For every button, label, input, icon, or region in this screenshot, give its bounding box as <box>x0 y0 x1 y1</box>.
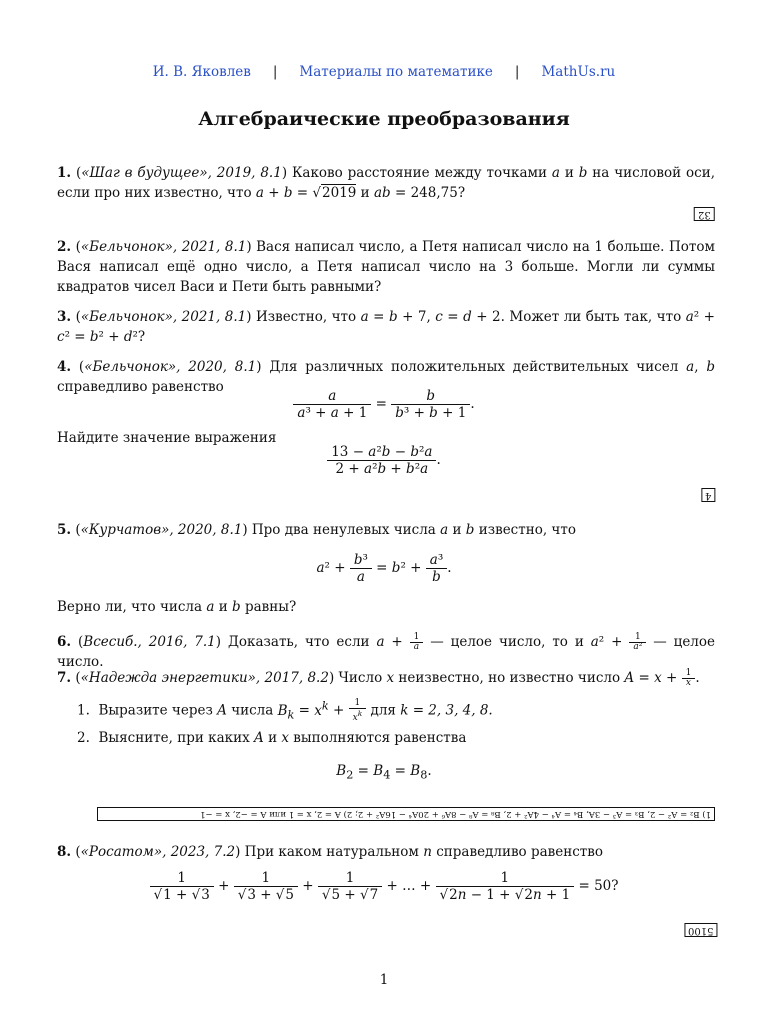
page-number: 1 <box>379 972 389 988</box>
problem-7: 7. («Надежда энергетики», 2017, 8.2) Число x неизвестно, но известно число A = x + $\frac{1}{x}$ . <box>57 668 700 688</box>
page-header <box>0 64 768 80</box>
problem-source: «Бельчонок», 2020, 8.1 <box>84 359 257 375</box>
list-item: 1. Выразите через A числа $B_k = x^k$ + $\frac{1}{x^k}$ для k = 2, 3, 4, 8. <box>77 698 493 723</box>
list-item: 2. Выясните, при каких A и x выполняются равенства <box>77 730 467 746</box>
page-title: Алгебраические преобразования <box>198 108 570 130</box>
problem-1: 1. («Шаг в будущее», 2019, 8.1) Каково расстояние между точками a и b на числовой оси, если про них известно, что a + b = √2019 и ab = 248,75? <box>57 165 715 201</box>
problem-4: 4. («Бельчонок», 2020, 8.1) Для различных положительных действительных чисел a, b справедливо равенство <box>57 359 715 395</box>
problem-source: «Шаг в будущее», 2019, 8.1 <box>81 165 282 181</box>
problem-source: Всесиб., 2016, 7.1 <box>83 634 216 650</box>
problem-2: 2. («Бельчонок», 2021, 8.1) Вася написал число, а Петя написал число на 1 больше. Потом Вася написал ещё одно число, а Петя написал число на 3 больше. Могли ли суммы квадратов чисел Васи и Пети быть равными? <box>57 239 715 295</box>
answer-box: 32 <box>694 207 715 221</box>
site-link[interactable]: MathUs.ru <box>541 64 616 80</box>
header-separator: | <box>514 64 520 80</box>
equation: $\frac{a}{\text{a³ + a + 1}}$ = $\frac{b}{\text{b³ + b + 1}}$ . <box>0 388 768 421</box>
answer-box: 5100 <box>684 923 717 937</box>
problem-3: 3. («Бельчонок», 2021, 8.1) Известно, что a = b + 7, c = d + 2. Может ли быть так, что a² + c² = b² + d²? <box>57 309 715 345</box>
equation: a² + $\frac{\text{b³}}{a}$ = b² + $\frac{\text{a³}}{b}$ . <box>316 552 452 585</box>
problem-source: «Курчатов», 2020, 8.1 <box>80 522 243 538</box>
problem-5: 5. («Курчатов», 2020, 8.1) Про два ненулевых числа a и b известно, что <box>57 522 576 538</box>
problem-5-question: Верно ли, что числа a и b равны? <box>57 599 297 615</box>
equation: $\frac{1}{√1 + √3}$ + $\frac{1}{√3 + √5}$ + $\frac{1}{√5 + √7}$ + … + $\frac{1}{√2n - 1 + √2n + 1}$ = 50? <box>0 870 768 903</box>
equation: $\frac{\text{13 − a²b − b²a}}{\text{2 + a²b + b²a}}$ . <box>0 444 768 477</box>
header-separator: | <box>272 64 278 80</box>
problem-source: «Росатом», 2023, 7.2 <box>80 844 236 860</box>
materials-link[interactable]: Материалы по математике <box>299 64 493 80</box>
answer-box: 4 <box>701 488 715 502</box>
equation: $B_2 = B_4 = B_8$. <box>336 763 432 782</box>
problem-source: «Бельчонок», 2021, 8.1 <box>80 239 247 255</box>
problem-source: «Бельчонок», 2021, 8.1 <box>80 309 247 325</box>
problem-source: «Надежда энергетики», 2017, 8.2 <box>80 670 329 686</box>
author-link[interactable]: И. В. Яковлев <box>152 64 251 80</box>
problem-8: 8. («Росатом», 2023, 7.2) При каком натуральном n справедливо равенство <box>57 844 603 860</box>
problem-4-question: Найдите значение выражения <box>57 430 277 446</box>
problem-6: 6. (Всесиб., 2016, 7.1) Доказать, что если a + $\frac{1}{a}$ — целое число, то и a² + $\frac{1}{\text{a²}}$ — целое число. <box>57 632 716 670</box>
answer-box: 1) B₂ = A² − 2, B₃ = A³ − 3A, B₄ = A⁴ − 4A² + 2, B₈ = A⁸ − 8A⁶ + 20A⁴ − 16A² + 2; 2) A = 2, x = 1 или A = −2, x = −1 <box>97 807 715 821</box>
